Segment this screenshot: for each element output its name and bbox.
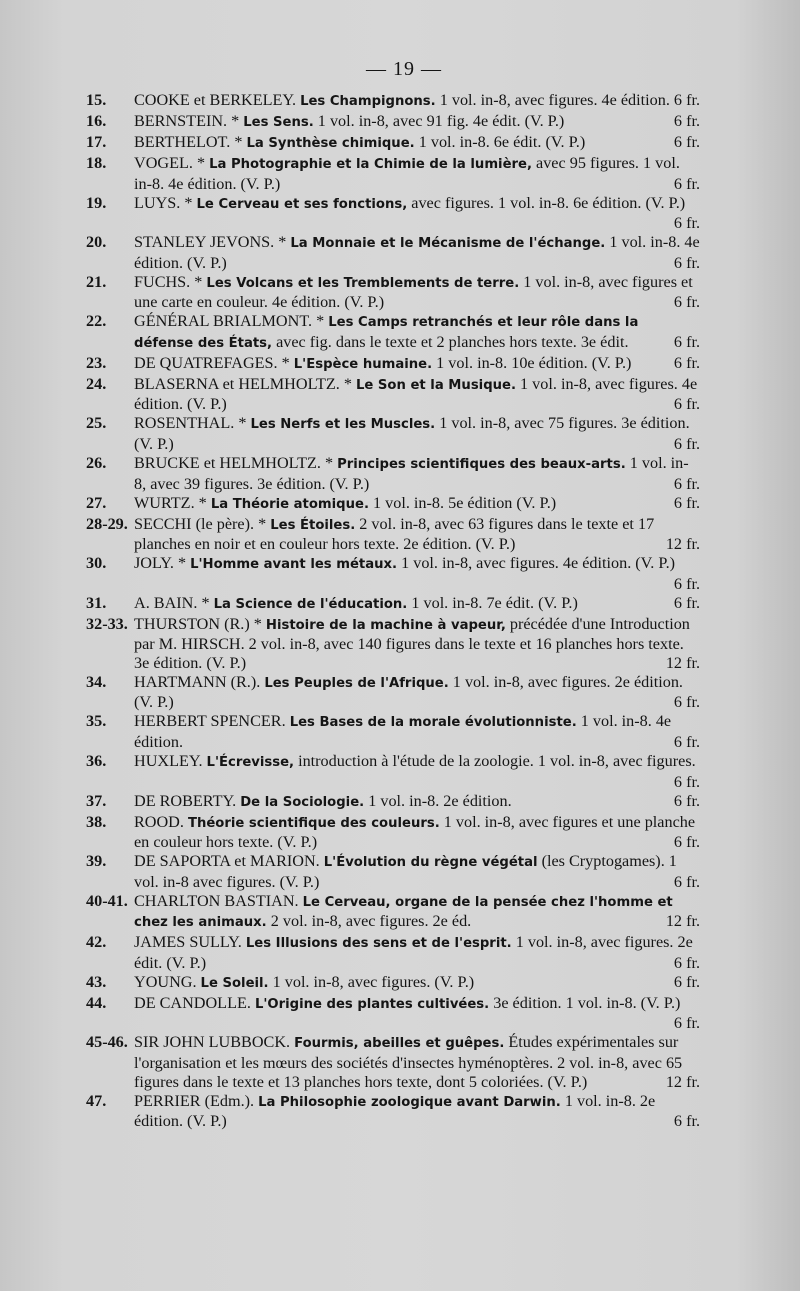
entry-description: 1 vol. in-8, avec 39 figures. 3e édition. (V. P.) (134, 453, 689, 493)
entry-description: précédée d'une Introduction par M. HIRSCH. 2 vol. in-8, avec 140 figures dans le texte et 16 planches hors texte. 3e édition. (V. P.) (134, 614, 690, 672)
entry-author: JAMES SULLY. (134, 933, 242, 952)
entry-number: 32-33. (86, 614, 128, 633)
entry-title: Les Champignons. (300, 94, 436, 109)
entry-author: ROOD. (134, 812, 184, 831)
catalog-entry (86, 614, 700, 673)
entry-title: Les Étoiles. (270, 517, 356, 533)
catalog-entry (86, 752, 700, 791)
entry-title: Les Bases de la morale évolutionniste. (289, 715, 577, 731)
entry-title: La Monnaie et le Mécanisme de l'échange. (290, 236, 606, 252)
catalog-entry (86, 1033, 700, 1091)
entry-description: 1 vol. in-8. 2e édition. (368, 791, 512, 810)
entry-description: 1 vol. in-8, avec figures. 2e édit. (V. P.) (134, 933, 693, 972)
catalog-entry (86, 353, 700, 375)
entry-author: BRUCKE et HELMHOLTZ. * (134, 453, 334, 472)
entry-price: 6 fr. (673, 91, 700, 109)
entry-number: 17. (86, 132, 107, 151)
entry-title: La Synthèse chimique. (246, 135, 415, 151)
entry-description: 1 vol. in-8. 4e édition. (V. P.) (134, 233, 700, 272)
entry-price: 6 fr. (673, 214, 700, 233)
entry-description: 1 vol. in-8, avec figures. 4e édition. (V. P.) (401, 554, 676, 573)
entry-number: 34. (86, 672, 107, 691)
entry-description: avec fig. dans le texte et 2 planches hors texte. 3e édit. (276, 332, 629, 351)
entry-price: 12 fr. (665, 535, 700, 554)
entry-price: 6 fr. (673, 111, 700, 130)
entry-title: La Photographie et la Chimie de la lumière, (209, 156, 532, 172)
entry-price: 6 fr. (673, 353, 700, 372)
entry-title: Histoire de la machine à vapeur, (265, 617, 506, 633)
catalog-entry (86, 91, 700, 112)
entry-price: 6 fr. (673, 593, 700, 612)
entry-description: 1 vol. in-8, avec figures. 4e édition. (V. P.) (134, 374, 698, 414)
page-number: — 19 — (366, 58, 442, 80)
entry-title: Le Cerveau et ses fonctions, (196, 196, 408, 212)
entry-price: 6 fr. (673, 833, 700, 852)
catalog-list (86, 91, 700, 1131)
entry-author: DE ROBERTY. (134, 791, 237, 810)
entry-author: BLASERNA et HELMHOLTZ. * (134, 374, 352, 393)
entry-price: 6 fr. (673, 253, 700, 272)
catalog-entry (86, 193, 700, 233)
entry-author: WURTZ. * (134, 493, 207, 512)
entry-title: L'Origine des plantes cultivées. (254, 996, 490, 1012)
entry-price: 6 fr. (673, 332, 700, 351)
entry-number: 26. (86, 453, 107, 472)
entry-title: Les Camps retranchés et leur rôle dans la défense des États, (134, 315, 639, 351)
catalog-entry (86, 514, 700, 554)
entry-price: 6 fr. (673, 132, 700, 151)
entry-title: L'Homme avant les métaux. (190, 557, 398, 573)
entry-description: introduction à l'étude de la zoologie. 1 vol. in-8, avec figures. (298, 752, 696, 771)
entry-title: Fourmis, abeilles et guêpes. (294, 1036, 505, 1052)
entry-description: 1 vol. in-8. 7e édit. (V. P.) (411, 593, 578, 612)
entry-description: 1 vol. in-8, avec figures et une planche en couleur hors texte. (V. P.) (134, 812, 696, 852)
entry-description: 1 vol. in-8. 6e édit. (V. P.) (418, 132, 586, 151)
entry-price: 6 fr. (673, 953, 700, 972)
entry-number: 45-46. (86, 1033, 128, 1052)
entry-description: Études expérimentales sur l'organisation et les mœurs des sociétés d'insectes hyménoptères. 2 vol. in-8, avec 65 figures dans le texte et 13 planches hors texte, dont 5 coloriées. (V. P.) (134, 1033, 683, 1091)
entry-author: DE CANDOLLE. (134, 993, 251, 1012)
entry-price: 6 fr. (673, 493, 700, 512)
entry-number: 25. (86, 414, 107, 433)
entry-author: HARTMANN (R.). (134, 672, 261, 691)
entry-title: Les Peuples de l'Afrique. (264, 675, 449, 691)
entry-author: HERBERT SPENCER. (134, 712, 286, 731)
entry-description: 1 vol. in-8. 5e édition (V. P.) (373, 493, 557, 512)
entry-author: A. BAIN. * (134, 593, 210, 612)
entry-author: SIR JOHN LUBBOCK. (134, 1033, 291, 1052)
entry-number: 16. (86, 111, 107, 130)
entry-price: 6 fr. (673, 1014, 700, 1033)
entry-description: 1 vol. in-8, avec 75 figures. 3e édition. (V. P.) (134, 414, 690, 453)
catalog-entry (86, 272, 700, 312)
entry-description: 2 vol. in-8, avec figures. 2e éd. (270, 912, 472, 931)
catalog-entry (86, 1091, 700, 1131)
entry-author: LUYS. * (134, 193, 193, 212)
entry-author: CHARLTON BASTIAN. (134, 891, 299, 910)
entry-title: Le Soleil. (200, 975, 269, 991)
entry-title: Les Illusions des sens et de l'esprit. (245, 936, 512, 952)
entry-description: 1 vol. in-8, avec figures. 2e édition. (V. P.) (134, 672, 683, 712)
catalog-entry (86, 132, 700, 154)
entry-title: Principes scientifiques des beaux-arts. (337, 456, 626, 472)
entry-number: 43. (86, 972, 107, 991)
entry-number: 20. (86, 233, 107, 252)
catalog-entry (86, 453, 700, 493)
entry-number: 24. (86, 374, 107, 393)
catalog-entry (86, 933, 700, 972)
entry-author: GÉNÉRAL BRIALMONT. * (134, 312, 325, 331)
entry-price: 6 fr. (673, 733, 700, 752)
entry-price: 6 fr. (673, 972, 700, 991)
entry-number: 44. (86, 993, 107, 1012)
catalog-entry (86, 153, 700, 193)
entry-number: 28-29. (86, 514, 128, 533)
entry-number: 37. (86, 791, 107, 810)
entry-title: L'Espèce humaine. (293, 356, 433, 372)
entry-number: 38. (86, 812, 107, 831)
entry-description: 2 vol. in-8, avec 63 figures dans le texte et 17 planches en noir et en couleur hors texte. 2e édition. (V. P.) (134, 514, 655, 554)
entry-title: Théorie scientifique des couleurs. (187, 815, 440, 831)
entry-title: De la Sociologie. (240, 794, 365, 810)
entry-price: 6 fr. (673, 293, 700, 312)
catalog-entry (86, 593, 700, 615)
entry-price: 6 fr. (673, 174, 700, 193)
entry-author: HUXLEY. (134, 752, 203, 771)
entry-price: 12 fr. (665, 1072, 700, 1091)
entry-description: 1 vol. in-8. 2e édition. (V. P.) (134, 1091, 656, 1131)
catalog-entry (86, 374, 700, 414)
entry-description: 1 vol. in-8, avec 91 fig. 4e édit. (V. P.) (317, 111, 565, 130)
entry-author: STANLEY JEVONS. * (134, 233, 287, 252)
catalog-entry (86, 712, 700, 752)
entry-title: La Philosophie zoologique avant Darwin. (258, 1094, 561, 1110)
entry-title: Les Sens. (243, 114, 314, 130)
entry-author: PERRIER (Edm.). (134, 1091, 255, 1110)
entry-number: 40-41. (86, 891, 128, 910)
entry-author: FUCHS. * (134, 272, 203, 291)
entry-title: La Théorie atomique. (210, 496, 369, 512)
entry-price: 6 fr. (673, 395, 700, 414)
entry-price: 6 fr. (673, 1112, 700, 1131)
entry-number: 19. (86, 193, 107, 212)
entry-price: 6 fr. (673, 872, 700, 891)
catalog-entry (86, 233, 700, 272)
entry-number: 23. (86, 353, 107, 372)
entry-number: 31. (86, 593, 107, 612)
entry-price: 6 fr. (673, 772, 700, 791)
catalog-entry (86, 993, 700, 1033)
entry-title: La Science de l'éducation. (213, 596, 408, 612)
catalog-entry (86, 672, 700, 712)
entry-price: 6 fr. (673, 693, 700, 712)
entry-price: 6 fr. (673, 791, 700, 810)
entry-title: Les Volcans et les Tremblements de terre. (206, 275, 520, 291)
entry-number: 27. (86, 493, 107, 512)
entry-description: 1 vol. in-8. 10e édition. (V. P.) (436, 353, 632, 372)
entry-title: Le Son et la Musique. (355, 377, 516, 393)
catalog-entry (86, 891, 700, 933)
entry-title: L'Écrevisse, (206, 755, 295, 771)
entry-title: Les Nerfs et les Muscles. (250, 417, 436, 433)
entry-number: 21. (86, 272, 107, 291)
entry-author: SECCHI (le père). * (134, 514, 267, 533)
entry-author: THURSTON (R.) * (134, 614, 262, 633)
entry-author: JOLY. * (134, 554, 187, 573)
entry-price: 6 fr. (673, 574, 700, 593)
catalog-entry (86, 111, 700, 133)
entry-description: (les Cryptogames). 1 vol. in-8 avec figures. (V. P.) (134, 852, 677, 891)
entry-description: avec 95 figures. 1 vol. in-8. 4e édition. (V. P.) (134, 153, 680, 193)
catalog-entry (86, 852, 700, 891)
catalog-entry (86, 791, 700, 813)
entry-description: 3e édition. 1 vol. in-8. (V. P.) (493, 993, 681, 1012)
entry-number: 18. (86, 153, 107, 172)
entry-description: avec figures. 1 vol. in-8. 6e édition. (V. P.) (411, 193, 686, 212)
entry-description: 1 vol. in-8. 4e édition. (134, 712, 672, 752)
entry-number: 47. (86, 1091, 107, 1110)
entry-author: VOGEL. * (134, 153, 206, 172)
entry-author: BERTHELOT. * (134, 132, 243, 151)
entry-price: 6 fr. (673, 474, 700, 493)
entry-description: 1 vol. in-8, avec figures. 4e édition. (439, 91, 670, 109)
entry-number: 30. (86, 554, 107, 573)
catalog-entry (86, 812, 700, 852)
entry-author: COOKE et BERKELEY. (134, 91, 297, 109)
entry-number: 42. (86, 933, 107, 952)
catalog-entry (86, 312, 700, 353)
entry-price: 6 fr. (673, 435, 700, 453)
entry-title: Le Cerveau, organe de la pensée chez l'homme et chez les animaux. (134, 894, 673, 931)
entry-title: L'Évolution du règne végétal (323, 855, 538, 871)
entry-author: DE QUATREFAGES. * (134, 353, 290, 372)
entry-number: 15. (86, 91, 107, 109)
catalog-entry (86, 414, 700, 453)
entry-author: ROSENTHAL. * (134, 414, 247, 433)
catalog-entry (86, 554, 700, 593)
catalog-entry (86, 972, 700, 994)
entry-price: 12 fr. (665, 653, 700, 672)
entry-price: 12 fr. (665, 912, 700, 931)
entry-number: 36. (86, 752, 107, 771)
entry-author: DE SAPORTA et MARION. (134, 852, 320, 871)
entry-description: 1 vol. in-8, avec figures. (V. P.) (272, 972, 475, 991)
entry-description: 1 vol. in-8, avec figures et une carte en couleur. 4e édition. (V. P.) (134, 272, 693, 312)
entry-author: YOUNG. (134, 972, 197, 991)
catalog-entry (86, 493, 700, 515)
entry-number: 22. (86, 312, 107, 331)
entry-number: 35. (86, 712, 107, 731)
entry-number: 39. (86, 852, 107, 871)
entry-author: BERNSTEIN. * (134, 111, 240, 130)
